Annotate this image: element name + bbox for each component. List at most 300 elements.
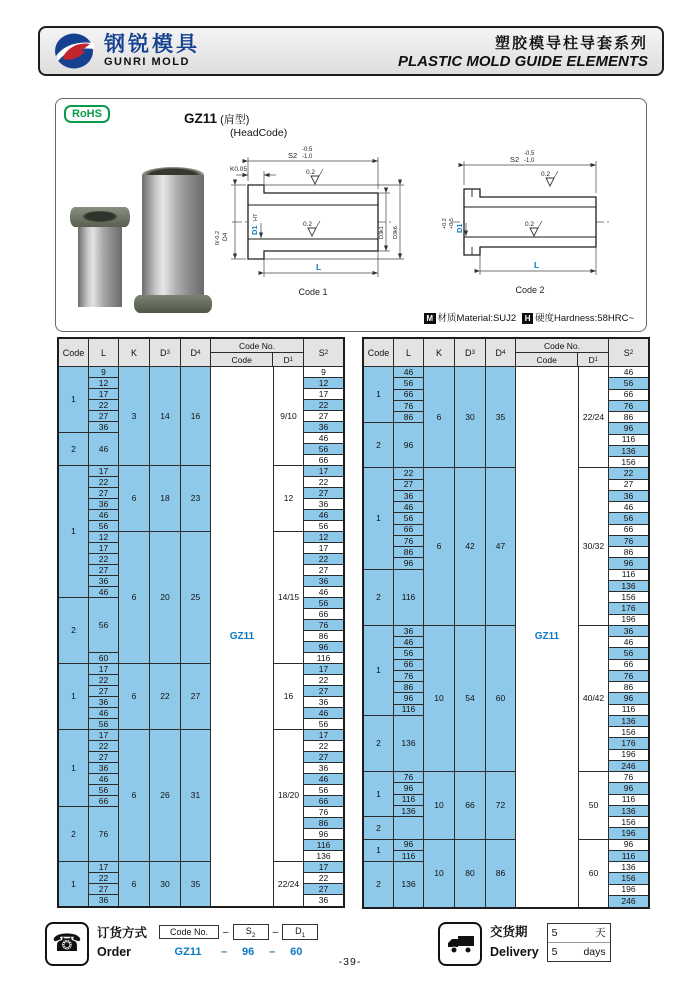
cell-l: 22 — [394, 468, 423, 479]
cell-l: 136 — [394, 862, 423, 907]
drawing1-caption: Code 1 — [298, 287, 328, 297]
cell-code: 1 — [364, 468, 393, 569]
cell-s2: 12 — [304, 532, 343, 543]
cell-d3: 80 — [455, 840, 485, 908]
table-body — [59, 367, 343, 906]
cell-d4: 35 — [181, 862, 210, 906]
header-code: Code — [364, 339, 394, 367]
cell-l: 36 — [89, 576, 118, 587]
cell-s2: 66 — [304, 609, 343, 620]
delivery-days-unit-en: days — [583, 946, 606, 958]
brand-name-en: GUNRI MOLD — [104, 56, 190, 68]
logo-icon — [54, 32, 96, 70]
cell-s2: 56 — [609, 648, 648, 659]
cell-s2: 46 — [304, 587, 343, 598]
cell-d1: 60 — [579, 840, 608, 908]
cell-s2: 66 — [609, 660, 648, 671]
cell-l: 56 — [394, 648, 423, 659]
header-d4: D 4 — [181, 339, 211, 367]
dim-s2-label: S2 — [288, 151, 298, 160]
cell-s2: 36 — [304, 576, 343, 587]
hardness-text: Hardness:58HRC~ — [554, 313, 634, 324]
header-k: K — [119, 339, 150, 367]
cell-code: 2 — [364, 862, 393, 907]
drawing-code2 — [428, 127, 638, 317]
cell-s2: 136 — [609, 581, 648, 592]
cell-l: 116 — [394, 851, 423, 862]
cell-k: 10 — [424, 840, 454, 908]
table-header — [364, 339, 648, 367]
cell-l: 46 — [394, 367, 423, 378]
cell-s2: 76 — [304, 807, 343, 818]
dim-d1-tol-top: +0.2 — [442, 218, 448, 229]
dim-s2-tol-top: -0.5 — [302, 147, 313, 153]
cell-l: 17 — [89, 466, 118, 477]
cell-s2: 17 — [304, 543, 343, 554]
cell-s2: 17 — [304, 730, 343, 741]
brand-name-cn: 钢锐模具 — [104, 33, 200, 56]
header-d1: D 1 — [578, 353, 608, 366]
cell-s2: 116 — [609, 570, 648, 581]
cell-l: 22 — [89, 873, 118, 884]
cell-d1: 50 — [579, 772, 608, 840]
cell-s2: 36 — [304, 499, 343, 510]
cell-s2: 196 — [609, 828, 648, 839]
cell-s2: 96 — [304, 829, 343, 840]
header-d3: D 3 — [455, 339, 486, 367]
cell-s2: 27 — [304, 488, 343, 499]
cell-s2: 9 — [304, 367, 343, 378]
cell-l: 22 — [89, 741, 118, 752]
cell-s2: 46 — [609, 502, 648, 513]
order-dash1: – — [223, 926, 229, 938]
table-body — [364, 367, 648, 907]
cell-s2: 156 — [609, 592, 648, 603]
cell-l: 116 — [394, 570, 423, 626]
cell-code: 2 — [364, 423, 393, 468]
cell-l: 12 — [89, 378, 118, 389]
cell-s2: 36 — [304, 895, 343, 906]
delivery-days-num-en: 5 — [551, 946, 558, 958]
cell-s2: 76 — [609, 536, 648, 547]
cell-l: 56 — [89, 785, 118, 796]
column-l — [394, 367, 424, 907]
cell-s2: 56 — [609, 513, 648, 524]
cell-k: 6 — [119, 730, 149, 862]
cell-d1: 40/42 — [579, 626, 608, 772]
cell-s2: 56 — [304, 598, 343, 609]
cell-d1: 18/20 — [274, 730, 303, 862]
cell-l: 86 — [394, 547, 423, 558]
cell-code: 2 — [59, 433, 88, 466]
order-dash2: – — [272, 926, 279, 938]
cell-s2: 176 — [609, 603, 648, 614]
header-d4: D 4 — [486, 339, 516, 367]
order-box-s2: $S_2$ — [233, 924, 269, 941]
cell-l: 22 — [89, 554, 118, 565]
cell-l: 76 — [394, 401, 423, 412]
cell-d4: 25 — [181, 532, 210, 664]
drawing-code1 — [208, 127, 418, 317]
column-d3 — [150, 367, 181, 906]
cell-d3: 42 — [455, 468, 485, 626]
cell-d4: 60 — [486, 626, 515, 772]
cell-l: 56 — [394, 513, 423, 524]
model-headcode: (HeadCode) — [230, 127, 288, 139]
cell-l: 96 — [394, 558, 423, 569]
cell-s2: 46 — [609, 367, 648, 378]
dim-k-label: K0.05 — [230, 166, 247, 173]
cell-code: 2 — [59, 807, 88, 862]
cell-code: 1 — [59, 730, 88, 807]
cell-s2: 66 — [609, 525, 648, 536]
cell-d4: 35 — [486, 367, 515, 468]
cell-s2: 136 — [304, 851, 343, 862]
cell-s2: 22 — [304, 741, 343, 752]
cell-l: 56 — [89, 521, 118, 532]
column-l — [89, 367, 119, 906]
cell-d4: 47 — [486, 468, 515, 626]
cell-s2: 86 — [304, 631, 343, 642]
cell-d1: 30/32 — [579, 468, 608, 626]
cell-s2: 96 — [304, 642, 343, 653]
order-example-code: GZ11 — [174, 946, 202, 958]
cell-s2: 36 — [304, 763, 343, 774]
cell-s2: 76 — [304, 620, 343, 631]
material-line — [418, 310, 634, 324]
brand-block — [54, 32, 200, 70]
cell-s2: 116 — [304, 840, 343, 851]
cell-k: 6 — [424, 468, 454, 626]
cell-s2: 56 — [609, 378, 648, 389]
cell-l: 36 — [89, 697, 118, 708]
cell-s2: 136 — [609, 446, 648, 457]
series-title-en: PLASTIC MOLD GUIDE ELEMENTS — [397, 53, 648, 70]
cell-k: 10 — [424, 772, 454, 840]
cell-code: 2 — [364, 817, 393, 840]
cell-l: 76 — [89, 807, 118, 862]
cell-s2: 96 — [609, 693, 648, 704]
cell-code: 2 — [59, 598, 88, 664]
cell-d3: 18 — [150, 466, 180, 532]
cell-s2: 196 — [609, 750, 648, 761]
cell-l: 46 — [89, 708, 118, 719]
cell-s2: 86 — [609, 682, 648, 693]
header-k: K — [424, 339, 455, 367]
cell-code: 1 — [59, 664, 88, 730]
cell-l: 136 — [394, 716, 423, 772]
order-box-d1: $D_1$ — [282, 924, 318, 941]
cell-s2: 116 — [304, 653, 343, 664]
phone-icon: ☎ — [45, 922, 89, 966]
dim-s2-tol-top: -0.5 — [524, 151, 535, 157]
cell-code: 1 — [364, 367, 393, 423]
cell-d4: 27 — [181, 664, 210, 730]
header-d1: D 1 — [273, 353, 303, 366]
cell-d1: 14/15 — [274, 532, 303, 664]
cell-l: 17 — [89, 664, 118, 675]
cell-s2: 116 — [609, 851, 648, 862]
cell-l: 36 — [89, 422, 118, 433]
material-m-badge: M — [424, 313, 436, 324]
cell-code: 1 — [364, 772, 393, 817]
cell-s2: 22 — [609, 468, 648, 479]
page-number: -39- — [338, 956, 362, 968]
cell-d1: 22/24 — [579, 367, 608, 468]
cell-l: 17 — [89, 389, 118, 400]
cell-l: 27 — [394, 480, 423, 491]
table-header — [59, 339, 343, 367]
cell-k: 6 — [119, 466, 149, 532]
header-codeno-group — [516, 339, 609, 367]
cell-codeno: GZ11 — [516, 367, 578, 907]
drawing2-caption: Code 2 — [515, 285, 545, 295]
cell-l: 86 — [394, 682, 423, 693]
cell-s2: 156 — [609, 727, 648, 738]
dim-d3-outer-label: D3k6 — [393, 226, 399, 239]
cell-code: 1 — [364, 626, 393, 716]
cell-l: 22 — [89, 477, 118, 488]
cell-code: 1 — [59, 367, 88, 433]
cell-d3: 66 — [455, 772, 485, 840]
cell-s2: 27 — [304, 884, 343, 895]
dim-s2-tol-bot: -1.0 — [524, 158, 535, 164]
cell-s2: 22 — [304, 554, 343, 565]
cell-s2: 27 — [304, 411, 343, 422]
column-s2 — [304, 367, 343, 906]
header-codeno-group — [211, 339, 304, 367]
cell-k: 6 — [119, 664, 149, 730]
header-code-sub: Code — [211, 353, 273, 366]
cell-s2: 66 — [609, 390, 648, 401]
cell-s2: 76 — [609, 401, 648, 412]
cell-s2: 36 — [304, 422, 343, 433]
cell-d3: 54 — [455, 626, 485, 772]
material-label-cn: 材质 — [437, 313, 457, 324]
order-dash4: – — [269, 946, 276, 958]
delivery-label-en: Delivery — [490, 945, 539, 959]
column-s2 — [609, 367, 648, 907]
column-d4 — [486, 367, 516, 907]
cell-l: 36 — [89, 499, 118, 510]
cell-s2: 196 — [609, 885, 648, 896]
order-label-en: Order — [97, 945, 132, 959]
cell-l: 96 — [394, 693, 423, 704]
cell-s2: 36 — [304, 697, 343, 708]
cell-s2: 17 — [304, 862, 343, 873]
cell-l — [394, 817, 423, 840]
column-k — [424, 367, 455, 907]
cell-s2: 86 — [609, 412, 648, 423]
cell-s2: 46 — [304, 774, 343, 785]
cell-l: 66 — [394, 525, 423, 536]
cell-s2: 116 — [609, 435, 648, 446]
cell-l: 27 — [89, 686, 118, 697]
cell-l: 36 — [89, 763, 118, 774]
cell-codeno: GZ11 — [211, 367, 273, 906]
column-codeno — [211, 367, 274, 906]
cell-s2: 76 — [609, 671, 648, 682]
hardness-label-cn: 硬度 — [534, 313, 554, 324]
cell-s2: 22 — [304, 400, 343, 411]
cell-s2: 66 — [304, 455, 343, 466]
cell-l: 96 — [394, 783, 423, 794]
cell-d3: 30 — [455, 367, 485, 468]
cell-s2: 56 — [304, 444, 343, 455]
order-label-cn: 订货方式 — [97, 926, 148, 940]
hardness-h-badge: H — [522, 313, 533, 324]
cell-l: 66 — [394, 390, 423, 401]
cell-code: 1 — [59, 466, 88, 598]
cell-l: 27 — [89, 752, 118, 763]
cell-l: 76 — [394, 671, 423, 682]
finish-inner-label: 0.2 — [525, 221, 535, 228]
dim-d4-label: D4 — [222, 232, 229, 241]
cell-k: 6 — [119, 532, 149, 664]
cell-s2: 66 — [304, 796, 343, 807]
cell-s2: 12 — [304, 378, 343, 389]
order-example-s2: 96 — [242, 946, 255, 958]
cell-s2: 56 — [304, 521, 343, 532]
cell-s2: 27 — [304, 565, 343, 576]
cell-l: 46 — [89, 587, 118, 598]
cell-k: 3 — [119, 367, 149, 466]
header-d3: D 3 — [150, 339, 181, 367]
header-code-sub: Code — [516, 353, 578, 366]
cell-d4: 23 — [181, 466, 210, 532]
column-code — [364, 367, 394, 907]
cell-s2: 136 — [609, 806, 648, 817]
cell-l: 136 — [394, 806, 423, 817]
cell-s2: 27 — [304, 752, 343, 763]
order-example-d1: 60 — [290, 946, 303, 958]
cell-l: 116 — [394, 705, 423, 716]
cell-l: 9 — [89, 367, 118, 378]
cell-s2: 96 — [609, 840, 648, 851]
cell-l: 56 — [89, 598, 118, 653]
series-title-cn: 塑胶模导柱导套系列 — [494, 35, 648, 52]
cell-l: 116 — [394, 795, 423, 806]
cell-s2: 96 — [609, 558, 648, 569]
cell-s2: 46 — [304, 433, 343, 444]
cell-l: 22 — [89, 675, 118, 686]
cell-d4: 72 — [486, 772, 515, 840]
column-code — [59, 367, 89, 906]
header-code: Code — [59, 339, 89, 367]
cell-s2: 156 — [609, 817, 648, 828]
header-bar — [38, 26, 664, 76]
cell-d3: 22 — [150, 664, 180, 730]
cell-s2: 116 — [609, 705, 648, 716]
cell-s2: 56 — [304, 785, 343, 796]
header-l: L — [394, 339, 424, 367]
dim-d4-tol: 0/-0.2 — [215, 230, 221, 245]
cell-s2: 136 — [609, 862, 648, 873]
cell-l: 66 — [89, 796, 118, 807]
order-dash3: – — [221, 946, 228, 958]
cell-s2: 27 — [609, 480, 648, 491]
cell-d4: 86 — [486, 840, 515, 908]
column-d3 — [455, 367, 486, 907]
cell-s2: 196 — [609, 615, 648, 626]
cell-l: 66 — [394, 660, 423, 671]
header-code-no: Code No. — [516, 339, 608, 353]
cell-d1: 9/10 — [274, 367, 303, 466]
cell-l: 46 — [89, 510, 118, 521]
cell-d1: 16 — [274, 664, 303, 730]
finish-inner-label: 0.2 — [303, 221, 313, 228]
cell-s2: 176 — [609, 738, 648, 749]
column-codeno — [516, 367, 579, 907]
cell-l: 96 — [394, 423, 423, 468]
dim-s2-label: S2 — [510, 155, 520, 164]
cell-k: 10 — [424, 626, 454, 772]
cell-l: 17 — [89, 862, 118, 873]
rohs-badge: RoHS — [64, 105, 110, 123]
cell-s2: 36 — [609, 626, 648, 637]
cell-s2: 156 — [609, 457, 648, 468]
cell-s2: 246 — [609, 761, 648, 772]
dim-l-label: L — [534, 260, 540, 270]
cell-l: 46 — [394, 637, 423, 648]
cell-s2: 46 — [304, 510, 343, 521]
finish-top-label: 0.2 — [306, 169, 316, 176]
column-d4 — [181, 367, 211, 906]
cell-l: 46 — [394, 502, 423, 513]
cell-k: 6 — [424, 367, 454, 468]
cell-l: 27 — [89, 884, 118, 895]
cell-d4: 16 — [181, 367, 210, 466]
cell-s2: 17 — [304, 466, 343, 477]
cell-s2: 136 — [609, 716, 648, 727]
cell-l: 27 — [89, 565, 118, 576]
cell-s2: 96 — [609, 423, 648, 434]
cell-d3: 30 — [150, 862, 180, 906]
dim-d1-tol-bot: +0.5 — [449, 218, 455, 229]
cell-s2: 86 — [609, 547, 648, 558]
cell-code: 1 — [364, 840, 393, 863]
dim-d1-label: D1 — [455, 223, 464, 233]
cell-s2: 22 — [304, 873, 343, 884]
cell-l: 17 — [89, 543, 118, 554]
bushing-large — [134, 167, 212, 313]
product-panel — [55, 98, 647, 332]
cell-s2: 27 — [304, 686, 343, 697]
dim-d1-fit: H7 — [253, 213, 259, 221]
cell-s2: 22 — [304, 675, 343, 686]
cell-l: 17 — [89, 730, 118, 741]
cell-l: 46 — [89, 774, 118, 785]
cell-l: 56 — [394, 378, 423, 389]
cell-s2: 22 — [304, 477, 343, 488]
cell-code: 2 — [364, 716, 393, 772]
cell-l: 27 — [89, 411, 118, 422]
cell-l: 22 — [89, 400, 118, 411]
material-text: Material:SUJ2 — [456, 313, 517, 324]
dim-d3-inner-label: D3k1 — [379, 226, 385, 239]
delivery-days-unit-cn: 天 — [595, 927, 606, 939]
cell-code: 2 — [364, 570, 393, 626]
cell-l: 60 — [89, 653, 118, 664]
cell-d1: 22/24 — [274, 862, 303, 906]
dim-d1-label: D1 — [250, 225, 259, 235]
dim-s2-tol-bot: -1.0 — [302, 154, 313, 160]
delivery-days-num-cn: 5 — [551, 927, 558, 939]
order-box-codeno: Code No. — [159, 925, 219, 939]
cell-l: 12 — [89, 532, 118, 543]
cell-s2: 17 — [304, 389, 343, 400]
cell-l: 36 — [394, 626, 423, 637]
